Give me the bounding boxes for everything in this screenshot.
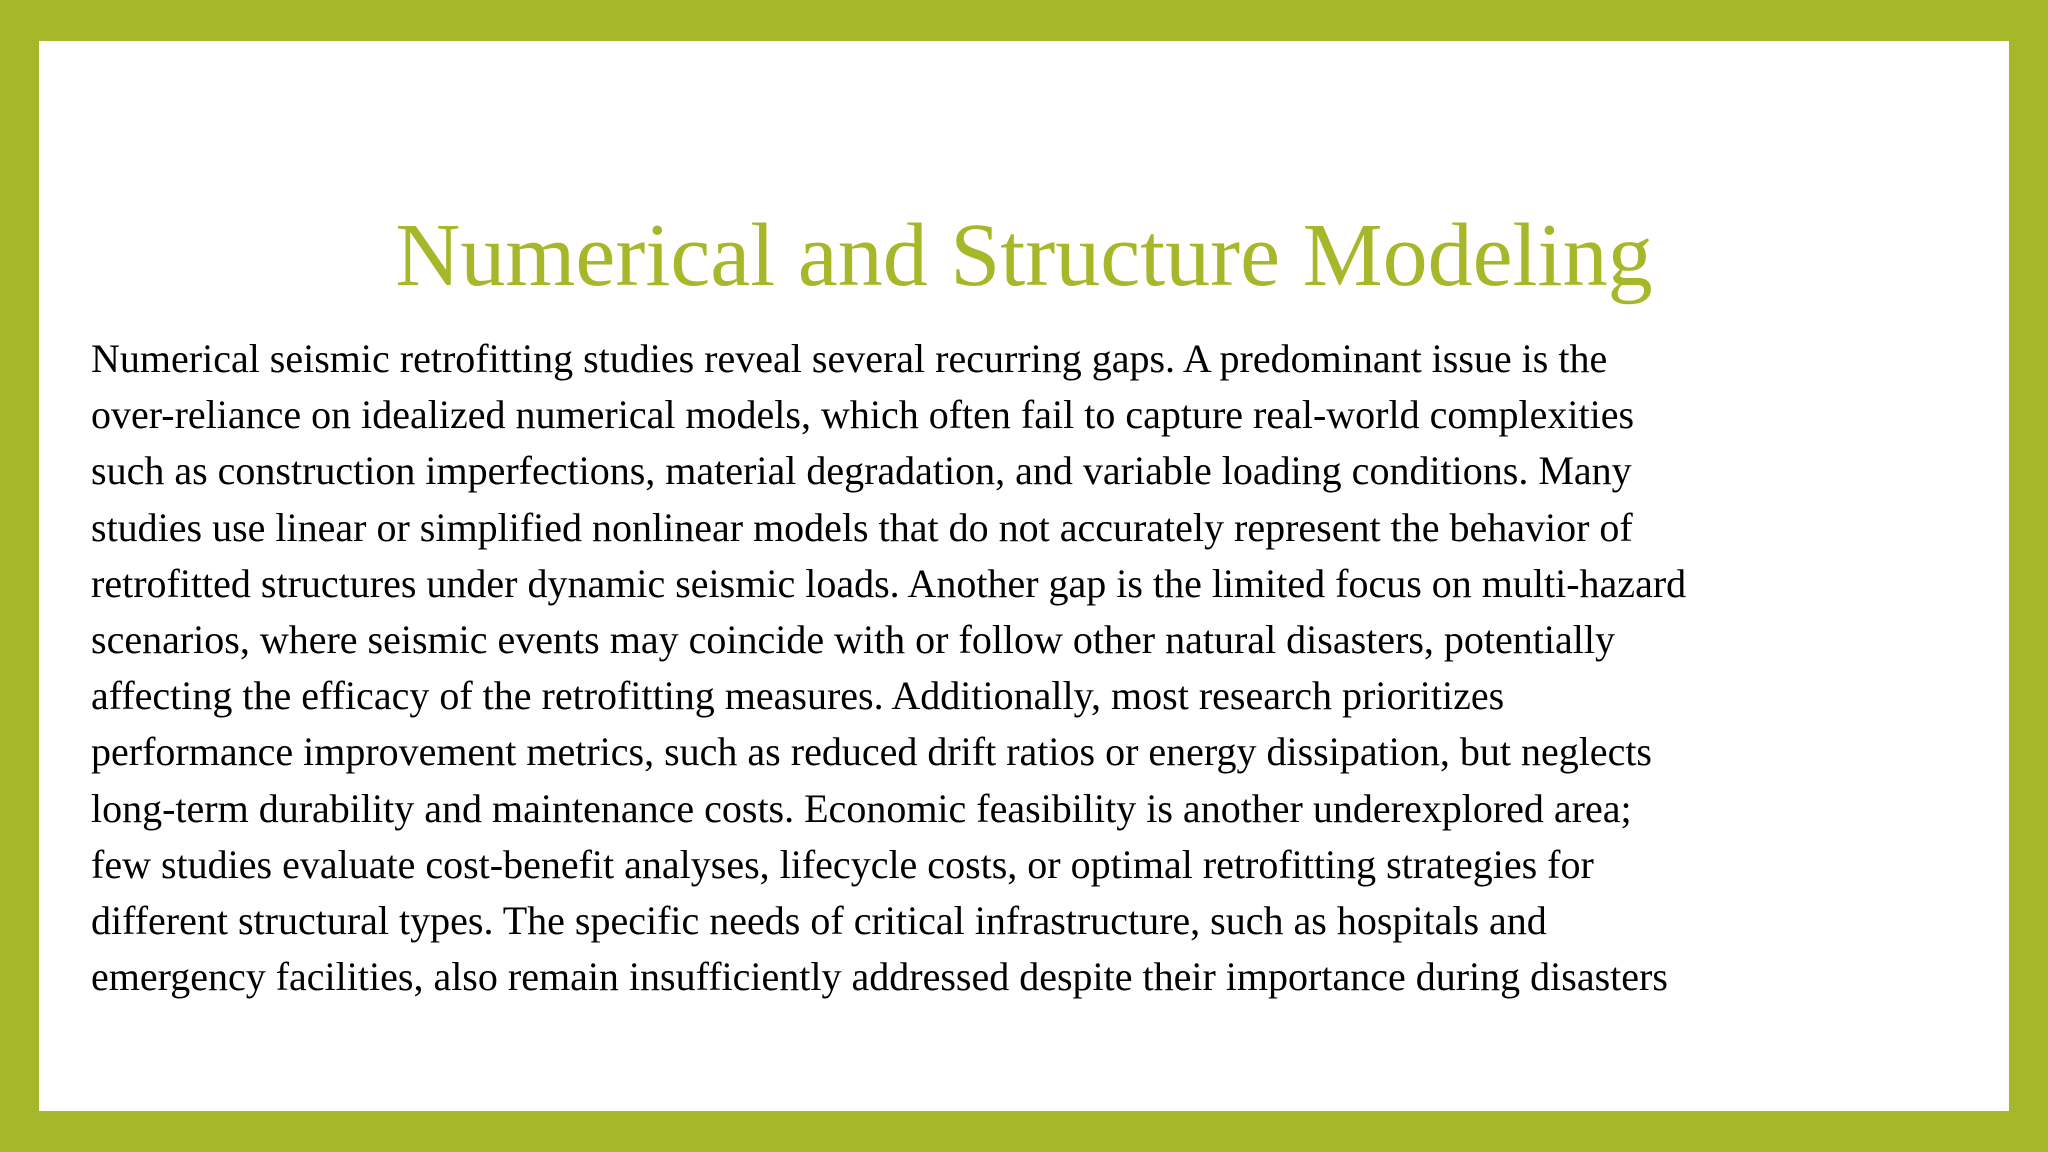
body-line: studies use linear or simplified nonlinear models that do not accurately represent the behavior of — [91, 504, 1633, 550]
body-line: performance improvement metrics, such as reduced drift ratios or energy dissipation, but neglects — [91, 729, 1652, 775]
body-line: different structural types. The specific needs of critical infrastructure, such as hospitals and — [91, 898, 1547, 944]
body-line: few studies evaluate cost-benefit analyses, lifecycle costs, or optimal retrofitting strategies for — [91, 841, 1594, 887]
slide-content — [39, 41, 2009, 1111]
body-line: emergency facilities, also remain insufficiently addressed despite their importance during disasters — [91, 954, 1668, 1000]
slide-title: Numerical and Structure Modeling — [395, 206, 1653, 305]
body-line: such as construction imperfections, material degradation, and variable loading conditions. Many — [91, 448, 1632, 494]
body-line: long-term durability and maintenance costs. Economic feasibility is another underexplored area; — [91, 785, 1632, 831]
body-line: affecting the efficacy of the retrofitting measures. Additionally, most research prioritizes — [91, 673, 1505, 719]
body-line: retrofitted structures under dynamic seismic loads. Another gap is the limited focus on multi-hazard — [91, 560, 1687, 606]
slide-body-text — [91, 331, 2021, 1005]
body-line: Numerical seismic retrofitting studies reveal several recurring gaps. A predominant issue is the — [91, 336, 1608, 381]
body-line: over-reliance on idealized numerical models, which often fail to capture real-world complexities — [91, 392, 1635, 438]
body-line: scenarios, where seismic events may coincide with or follow other natural disasters, potentially — [91, 617, 1616, 663]
